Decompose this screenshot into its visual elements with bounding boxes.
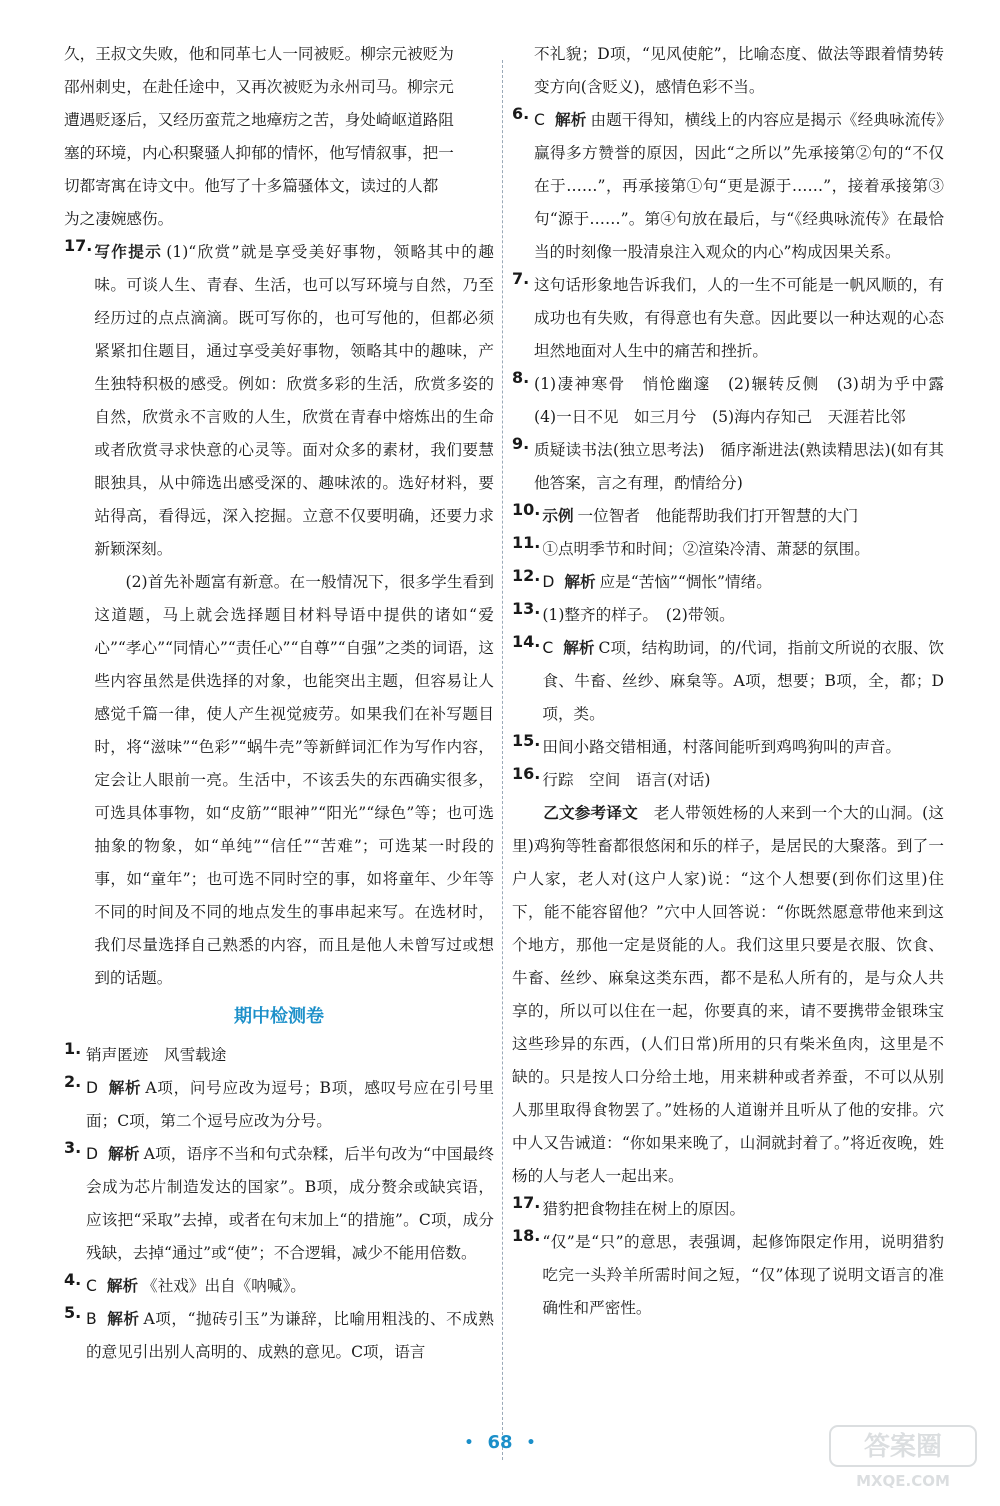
q16-continuation (64, 38, 494, 236)
answer-text: 田间小路交错相通，村落间能听到鸡鸣狗叫的声音。 (542, 738, 902, 756)
question-10 (512, 500, 944, 533)
text-line: 为之凄婉感伤。 (64, 210, 174, 228)
analysis-tag: 解析 (108, 1079, 142, 1097)
watermark-title: 答案圈 (863, 1432, 943, 1462)
right-column (512, 38, 960, 1325)
question-number: 11. (512, 533, 541, 552)
analysis-text: 由题干得知，横线上的内容应是揭示《经典咏流传》赢得多方赞誉的原因，因此“之所以”先承接第②句的“不仅在于……”，再承接第①句“更是源于……”，接着承接第③句“源于……”。第④句放在最后，与“《经典咏流传》在最恰当的时刻像一股清泉注入观众的内心”构成因果关系。 (534, 111, 944, 261)
answer-letter: C (534, 111, 545, 129)
translation-title: 乙文参考译文 (543, 804, 638, 822)
question-12 (512, 566, 944, 599)
answer-text: “仅”是“只”的意思，表强调，起修饰限定作用，说明猎豹吃完一头羚羊所需时间之短，“仅”体现了说明文语言的准确性和严密性。 (542, 1233, 944, 1317)
text-line: 切都寄寓在诗文中。他写了十多篇骚体文，读过的人都 (64, 177, 439, 195)
left-column (64, 38, 494, 1369)
answer-text: (1)凄神寒骨 悄怆幽邃 (2)辗转反侧 (3)胡为乎中露 (4)一日不见 如三月兮 (5)海内存知己 天涯若比邻 (534, 375, 960, 426)
analysis-text: 应是“苦恼”“惆怅”情绪。 (599, 573, 772, 591)
footer-dot-right: • (526, 1435, 536, 1451)
answer-text (86, 1303, 494, 1369)
watermark-logo (828, 1422, 978, 1492)
answer-letter: B (86, 1310, 97, 1328)
question-number: 17. (64, 236, 93, 255)
answer-letter: C (86, 1277, 97, 1295)
answer-text: ①点明季节和时间；②渲染冷清、萧瑟的氛围。 (542, 540, 870, 558)
question-number: 2. (64, 1072, 82, 1091)
answer-text (94, 236, 494, 566)
watermark-url: MXQE.COM (856, 1472, 950, 1490)
answer-text: 行踪 空间 语言(对话) (542, 771, 711, 789)
text-line: 久，王叔文失败，他和同革七人一同被贬。柳宗元被贬为 (64, 45, 454, 63)
question-15 (512, 731, 944, 764)
translation-text: 老人带领姓杨的人来到一个大的山洞。(这里)鸡狗等牲畜都很悠闲和乐的样子，是居民的大聚落。到了一户人家，老人对(这户人家)说：“这个人想要(到你们这里)住下，能不能容留他？”穴中人回答说：“你既然愿意带他来到这个地方，那他一定是贤能的人。我们这里只要是衣服、饮食、牛畜、丝纱、麻枲这类东西，都不是私人所有的，是与众人共享的，所以可以住在一起，你要真的来，请不要携带金银珠宝这些珍异的东西，(人们日常)所用的只有柴米鱼肉，这里是不缺的。只是按人口分给土地，用来耕种或者养蚕，不可以从别人那里取得食物罢了。”姓杨的人道谢并且听从了他的安排。穴中人又告诫道：“你如果来晚了，山洞就封着了。”将近夜晚，姓杨的人与老人一起出来。 (512, 804, 944, 1185)
writing-tip-tag: 写作提示 (94, 243, 163, 261)
answer-text (542, 566, 944, 599)
question-13 (512, 599, 944, 632)
question-number: 1. (64, 1039, 82, 1058)
section-title: 期中检测卷 (234, 1006, 324, 1027)
answer-text (534, 104, 944, 269)
text-line: 邵州刺史，在赴任途中，又再次被贬为永州司马。柳宗元 (64, 78, 454, 96)
question-17b (512, 1193, 944, 1226)
column-divider (502, 60, 503, 1460)
answer-text (542, 500, 944, 533)
answer-letter: C (542, 639, 554, 657)
question-7 (512, 269, 944, 368)
footer-dot-left: • (464, 1435, 474, 1451)
text-line: 遭遇贬逐后，又经历蛮荒之地瘴疠之苦，身处崎岖道路阻 (64, 111, 454, 129)
analysis-text: A项，问号应改为逗号；B项，感叹号应在引号里面；C项，第二个逗号应改为分号。 (86, 1079, 494, 1130)
question-number: 15. (512, 731, 541, 750)
question-number: 10. (512, 500, 541, 519)
analysis-tag: 解析 (106, 1277, 139, 1295)
question-18 (512, 1226, 944, 1325)
question-14 (512, 632, 944, 731)
example-text: 一位智者 他能帮助我们打开智慧的大门 (577, 507, 859, 525)
question-number: 3. (64, 1138, 82, 1157)
translation-paragraph (512, 797, 944, 1193)
question-4 (64, 1270, 494, 1303)
question-6 (512, 104, 944, 269)
question-17 (64, 236, 494, 995)
question-number: 5. (64, 1303, 82, 1322)
answer-text (86, 1072, 494, 1138)
question-8 (512, 368, 960, 434)
question-number: 18. (512, 1226, 541, 1245)
answer-text: 这句话形象地告诉我们，人的一生不可能是一帆风顺的，有成功也有失败，有得意也有失意。因此要以一种达观的心态坦然地面对人生中的痛苦和挫折。 (534, 276, 944, 360)
question-number: 14. (512, 632, 541, 651)
question-11 (512, 533, 944, 566)
analysis-tag: 解析 (106, 1310, 140, 1328)
answer-text: (1)整齐的样子。 (2)带领。 (542, 606, 735, 624)
question-number: 12. (512, 566, 541, 585)
question-number: 7. (512, 269, 530, 288)
question-16 (512, 764, 944, 797)
answer-text: 销声匿迹 风雪载途 (86, 1046, 227, 1064)
analysis-text: C项，结构助词，的/代词，指前文所说的衣服、饮食、牛畜、丝纱、麻枲等。A项，想要；B项，全，都；D项，类。 (542, 639, 944, 723)
text-line: 塞的环境，内心积聚骚人抑郁的情怀，他写情叙事，把一 (64, 144, 454, 162)
question-3 (64, 1138, 494, 1270)
answer-letter: D (86, 1079, 99, 1097)
answer-text (542, 632, 944, 731)
writing-tip-part2: (2)首先补题富有新意。在一般情况下，很多学生看到这道题，马上就会选择题目材料导语中提供的诸如“爱心”“孝心”“同情心”“责任心”“自尊”“自强”之类的词语，这些内容虽然是供选择的对象，也能突出主题，但容易让人感觉千篇一律，使人产生视觉疲劳。如果我们在补写题目时，将“滋味”“色彩”“蜗牛壳”等新鲜词汇作为写作内容，定会让人眼前一亮。生活中，不该丢失的东西确实很多，可选具体事物，如“皮筋”“眼神”“阳光”“绿色”等；也可选抽象的物象，如“单纯”“信任”“苦难”；可选某一时段的事，如“童年”；也可选不同时空的事，如将童年、少年等不同的时间及不同的地点发生的事串起来写。在选材时，我们尽量选择自己熟悉的内容，而且是他人未曾写过或想到的话题。 (94, 573, 494, 987)
question-5 (64, 1303, 494, 1369)
question-number: 16. (512, 764, 541, 783)
analysis-tag: 解析 (564, 573, 596, 591)
question-number: 17. (512, 1193, 541, 1212)
question-number: 9. (512, 434, 530, 453)
analysis-tag: 解析 (563, 639, 595, 657)
answer-text: 质疑读书法(独立思考法) 循序渐进法(熟读精思法)(如有其他答案，言之有理，酌情给分) (534, 441, 944, 492)
question-number: 4. (64, 1270, 82, 1289)
analysis-text: 《社戏》出自《呐喊》。 (142, 1277, 306, 1295)
answer-text: 猎豹把食物挂在树上的原因。 (542, 1200, 746, 1218)
question-number: 13. (512, 599, 541, 618)
analysis-text: A项，语序不当和句式杂糅，后半句改为“中国最终会成为芯片制造发达的国家”。B项，成分赘余或缺宾语，应该把“采取”去掉，或者在句末加上“的措施”。C项，成分残缺，去掉“通过”或“使”；不合逻辑，减少不能用倍数。 (86, 1145, 494, 1262)
answer-letter: D (542, 573, 555, 591)
question-9 (512, 434, 944, 500)
answer-text (86, 1270, 494, 1303)
answer-text (86, 1138, 494, 1270)
page-number: 68 (487, 1432, 513, 1453)
q5-continuation: 不礼貌；D项，“见风使舵”，比喻态度、做法等跟着情势转变方向(含贬义)，感情色彩不当。 (534, 45, 944, 96)
writing-tip-part1: (1)“欣赏”就是享受美好事物，领略其中的趣味。可谈人生、青春、生活，也可以写环境与自然，乃至经历过的点点滴滴。既可写你的，也可写他的，但都必须紧紧扣住题目，通过享受美好事物，领略其中的趣味，产生独特积极的感受。例如：欣赏多彩的生活，欣赏多姿的自然，欣赏永不言败的人生，欣赏在青春中熔炼出的生命或者欣赏寻求快意的心灵等。面对众多的素材，我们要慧眼独具，从中筛选出感受深的、趣味浓的。选好材料，要站得高，看得远，深入挖掘。立意不仅要明确，还要力求新颖深刻。 (94, 243, 494, 558)
analysis-text: A项，“抛砖引玉”为谦辞，比喻用粗浅的、不成熟的意见引出别人高明的、成熟的意见。C项，语言 (86, 1310, 494, 1361)
answer-letter: D (86, 1145, 99, 1163)
analysis-tag: 解析 (554, 111, 587, 129)
question-number: 8. (512, 368, 530, 387)
question-1 (64, 1039, 494, 1072)
question-number: 6. (512, 104, 530, 123)
question-2 (64, 1072, 494, 1138)
analysis-tag: 解析 (108, 1145, 140, 1163)
example-tag: 示例 (542, 507, 574, 525)
